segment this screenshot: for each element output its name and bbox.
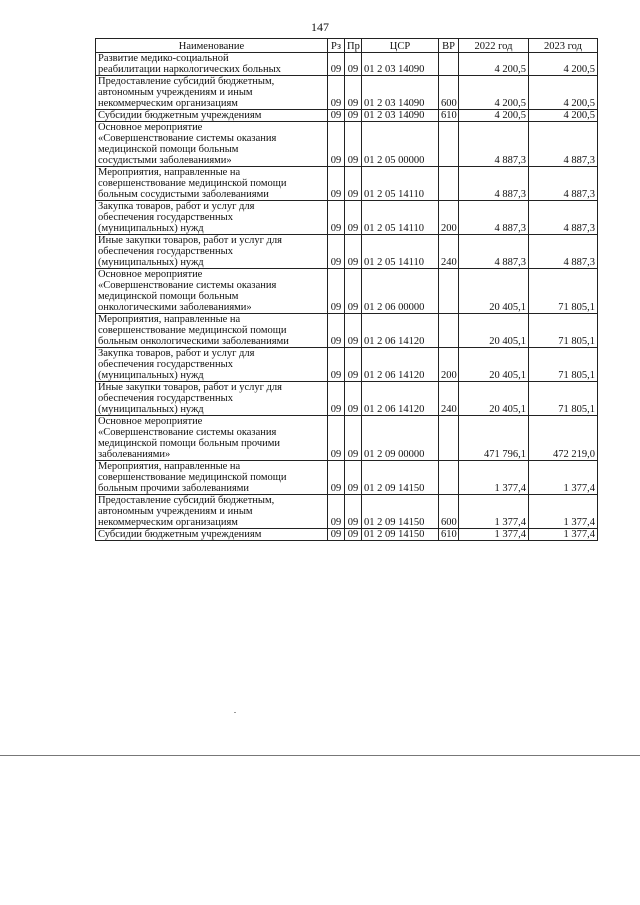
row-2022: 4 200,5: [459, 53, 529, 76]
row-csr: 01 2 06 14120: [362, 348, 439, 382]
table-row: [96, 314, 598, 348]
row-vr: 240: [439, 235, 459, 269]
table-row: [96, 235, 598, 269]
row-csr: 01 2 09 14150: [362, 461, 439, 495]
row-name: Предоставление субсидий бюджетным, автономным учреждениям и иным некоммерческим организациям: [96, 76, 328, 110]
row-rz: 09: [328, 495, 345, 529]
row-vr: [439, 416, 459, 461]
row-2023: 71 805,1: [529, 269, 598, 314]
row-csr: 01 2 05 14110: [362, 167, 439, 201]
row-2023: 1 377,4: [529, 461, 598, 495]
row-2022: 4 887,3: [459, 235, 529, 269]
row-2022: 20 405,1: [459, 382, 529, 416]
row-2022: 4 887,3: [459, 201, 529, 235]
header-year-2023: 2023 год: [529, 39, 598, 53]
row-csr: 01 2 03 14090: [362, 110, 439, 122]
row-vr: [439, 314, 459, 348]
row-name: Закупка товаров, работ и услуг для обеспечения государственных (муниципальных) нужд: [96, 348, 328, 382]
row-2022: 20 405,1: [459, 269, 529, 314]
table-row: [96, 53, 598, 76]
table-row: [96, 76, 598, 110]
row-pr: 09: [345, 314, 362, 348]
page-bottom-rule: [0, 755, 640, 756]
row-pr: 09: [345, 122, 362, 167]
row-2023: 4 887,3: [529, 235, 598, 269]
row-name: Основное мероприятие «Совершенствование системы оказания медицинской помощи больным онкологическими заболеваниями»: [96, 269, 328, 314]
row-csr: 01 2 03 14090: [362, 76, 439, 110]
row-pr: 09: [345, 76, 362, 110]
row-rz: 09: [328, 201, 345, 235]
table-row: [96, 269, 598, 314]
table-row: [96, 348, 598, 382]
row-2022: 4 887,3: [459, 122, 529, 167]
row-rz: 09: [328, 382, 345, 416]
row-2022: 20 405,1: [459, 348, 529, 382]
table-row: [96, 110, 598, 122]
row-2023: 4 887,3: [529, 167, 598, 201]
header-year-2022: 2022 год: [459, 39, 529, 53]
row-vr: 200: [439, 201, 459, 235]
row-rz: 09: [328, 269, 345, 314]
row-2023: 1 377,4: [529, 495, 598, 529]
row-pr: 09: [345, 495, 362, 529]
row-2022: 1 377,4: [459, 495, 529, 529]
row-2022: 1 377,4: [459, 461, 529, 495]
row-vr: 200: [439, 348, 459, 382]
row-pr: 09: [345, 416, 362, 461]
row-vr: 240: [439, 382, 459, 416]
row-2023: 4 200,5: [529, 53, 598, 76]
row-csr: 01 2 05 14110: [362, 235, 439, 269]
row-vr: [439, 269, 459, 314]
table-body: [96, 53, 598, 541]
row-pr: 09: [345, 461, 362, 495]
row-2023: 4 887,3: [529, 122, 598, 167]
header-rz: Рз: [328, 39, 345, 53]
row-rz: 09: [328, 122, 345, 167]
table-row: [96, 122, 598, 167]
row-csr: 01 2 03 14090: [362, 53, 439, 76]
row-rz: 09: [328, 110, 345, 122]
row-name: Мероприятия, направленные на совершенствование медицинской помощи больным онкологическими заболеваниями: [96, 314, 328, 348]
row-pr: 09: [345, 269, 362, 314]
row-csr: 01 2 09 00000: [362, 416, 439, 461]
table-header: [96, 39, 598, 53]
row-2023: 472 219,0: [529, 416, 598, 461]
row-name: Субсидии бюджетным учреждениям: [96, 110, 328, 122]
row-2022: 4 200,5: [459, 110, 529, 122]
row-name: Мероприятия, направленные на совершенствование медицинской помощи больным прочими заболеваниями: [96, 461, 328, 495]
table-row: [96, 416, 598, 461]
row-vr: [439, 53, 459, 76]
row-pr: 09: [345, 529, 362, 541]
row-rz: 09: [328, 348, 345, 382]
row-2022: 4 887,3: [459, 167, 529, 201]
scan-speck: [234, 712, 236, 713]
row-vr: 600: [439, 495, 459, 529]
table-row: [96, 382, 598, 416]
row-2023: 71 805,1: [529, 348, 598, 382]
row-2022: 4 200,5: [459, 76, 529, 110]
row-2023: 71 805,1: [529, 382, 598, 416]
row-2023: 4 887,3: [529, 201, 598, 235]
row-name: Иные закупки товаров, работ и услуг для обеспечения государственных (муниципальных) нужд: [96, 235, 328, 269]
row-rz: 09: [328, 167, 345, 201]
table-row: [96, 167, 598, 201]
row-pr: 09: [345, 53, 362, 76]
row-2023: 4 200,5: [529, 76, 598, 110]
row-csr: 01 2 09 14150: [362, 495, 439, 529]
row-vr: [439, 122, 459, 167]
row-pr: 09: [345, 348, 362, 382]
row-pr: 09: [345, 235, 362, 269]
row-name: Иные закупки товаров, работ и услуг для обеспечения государственных (муниципальных) нужд: [96, 382, 328, 416]
row-rz: 09: [328, 314, 345, 348]
row-name: Закупка товаров, работ и услуг для обеспечения государственных (муниципальных) нужд: [96, 201, 328, 235]
row-rz: 09: [328, 76, 345, 110]
header-csr: ЦСР: [362, 39, 439, 53]
row-csr: 01 2 06 14120: [362, 314, 439, 348]
row-rz: 09: [328, 235, 345, 269]
row-vr: [439, 167, 459, 201]
row-pr: 09: [345, 110, 362, 122]
row-rz: 09: [328, 53, 345, 76]
header-pr: Пр: [345, 39, 362, 53]
row-2022: 20 405,1: [459, 314, 529, 348]
table-row: [96, 201, 598, 235]
row-rz: 09: [328, 416, 345, 461]
row-rz: 09: [328, 461, 345, 495]
row-pr: 09: [345, 201, 362, 235]
row-name: Развитие медико-социальной реабилитации наркологических больных: [96, 53, 328, 76]
row-name: Предоставление субсидий бюджетным, автономным учреждениям и иным некоммерческим организациям: [96, 495, 328, 529]
row-vr: [439, 461, 459, 495]
row-name: Мероприятия, направленные на совершенствование медицинской помощи больным сосудистыми заболеваниями: [96, 167, 328, 201]
row-name: Субсидии бюджетным учреждениям: [96, 529, 328, 541]
table-row: [96, 529, 598, 541]
row-csr: 01 2 05 00000: [362, 122, 439, 167]
header-vr: ВР: [439, 39, 459, 53]
row-pr: 09: [345, 167, 362, 201]
row-2023: 71 805,1: [529, 314, 598, 348]
table-row: [96, 461, 598, 495]
row-csr: 01 2 06 14120: [362, 382, 439, 416]
row-vr: 600: [439, 76, 459, 110]
row-name: Основное мероприятие «Совершенствование системы оказания медицинской помощи больным сосудистыми заболеваниями»: [96, 122, 328, 167]
row-2022: 1 377,4: [459, 529, 529, 541]
row-name: Основное мероприятие «Совершенствование системы оказания медицинской помощи больным прочими заболеваниями»: [96, 416, 328, 461]
table-row: [96, 495, 598, 529]
budget-table: [95, 38, 598, 541]
row-vr: 610: [439, 529, 459, 541]
row-2023: 1 377,4: [529, 529, 598, 541]
header-name: Наименование: [96, 39, 328, 53]
row-2023: 4 200,5: [529, 110, 598, 122]
row-csr: 01 2 09 14150: [362, 529, 439, 541]
page-number: 147: [311, 20, 329, 34]
row-pr: 09: [345, 382, 362, 416]
row-rz: 09: [328, 529, 345, 541]
row-csr: 01 2 05 14110: [362, 201, 439, 235]
row-csr: 01 2 06 00000: [362, 269, 439, 314]
row-2022: 471 796,1: [459, 416, 529, 461]
row-vr: 610: [439, 110, 459, 122]
